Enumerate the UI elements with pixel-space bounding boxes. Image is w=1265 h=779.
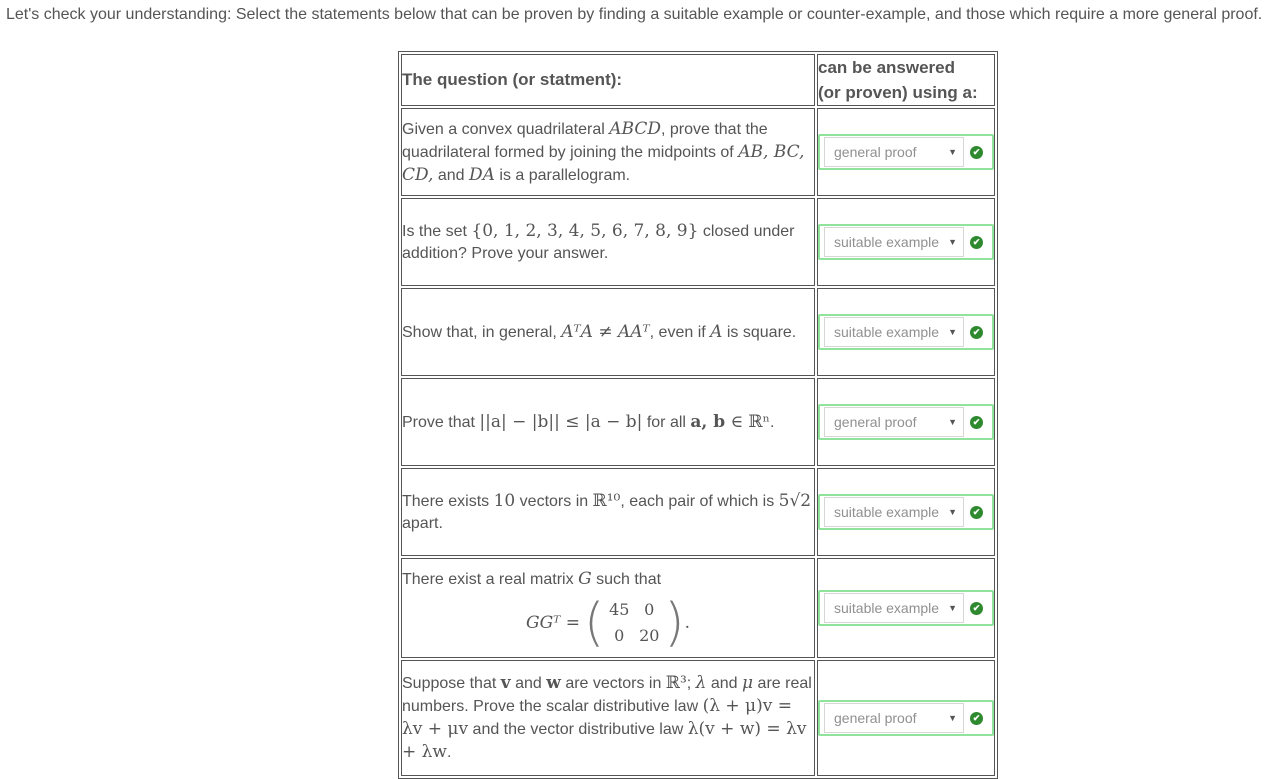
text: , each pair of which is [620, 492, 779, 510]
math: . [684, 612, 690, 633]
text: and the vector distributive law [468, 721, 688, 738]
table-row [401, 558, 995, 658]
table-row [401, 288, 995, 376]
answer-selected-value: general proof [834, 144, 917, 160]
answer-cell [817, 468, 995, 556]
answer-dropdown[interactable] [824, 593, 964, 623]
question-column-header: The question (or statment): [401, 54, 815, 106]
correct-check-icon: ✔ [970, 506, 983, 519]
matrix-equation [402, 592, 814, 653]
answer-dropdown[interactable] [824, 497, 964, 527]
text: vectors in [515, 492, 593, 510]
text: There exists [402, 492, 494, 510]
answer-cell [817, 660, 995, 776]
math: 5√2 [778, 490, 812, 511]
math: A [710, 321, 723, 342]
correct-check-icon: ✔ [970, 236, 983, 249]
answer-cell [817, 108, 995, 196]
answer-cell [817, 288, 995, 376]
answer-box [818, 494, 994, 530]
question-text [401, 288, 815, 376]
dropdown-caret-icon: ▼ [948, 327, 957, 337]
table-row [401, 198, 995, 286]
answer-box [818, 224, 994, 260]
left-paren-icon: ( [583, 592, 605, 653]
answer-box [818, 314, 994, 350]
text: There exist a real matrix [402, 570, 579, 588]
table-header-row [401, 54, 995, 106]
math: {0, 1, 2, 3, 4, 5, 6, 7, 8, 9} [471, 220, 699, 241]
math: a, b [690, 411, 726, 432]
table-row [401, 660, 995, 776]
text: apart. [402, 514, 443, 532]
math: λ(v + w) = λv + λw [402, 719, 807, 762]
matrix-entry: 0 [614, 625, 625, 645]
dropdown-caret-icon: ▼ [948, 507, 957, 517]
question-text [401, 198, 815, 286]
text: . [770, 413, 775, 431]
answer-box [818, 134, 994, 170]
correct-check-icon: ✔ [970, 416, 983, 429]
answer-selected-value: suitable example [834, 234, 940, 250]
answer-dropdown[interactable] [824, 703, 964, 733]
correct-check-icon: ✔ [970, 326, 983, 339]
math: λ [695, 673, 707, 693]
question-text [401, 558, 815, 658]
answer-cell [817, 198, 995, 286]
answer-cell [817, 378, 995, 466]
math: ABCD [609, 118, 661, 139]
dropdown-caret-icon: ▼ [948, 147, 957, 157]
text: such that [591, 570, 662, 588]
answer-dropdown[interactable] [824, 317, 964, 347]
answer-selected-value: general proof [834, 710, 917, 726]
answer-header-line1: can be answered [818, 58, 956, 77]
matrix [604, 599, 664, 647]
answer-selected-value: general proof [834, 414, 917, 430]
instructions-text: Let's check your understanding: Select the statements below that can be proven by finding a suitable example or counter-example, and those which require a more general proof. [6, 6, 1263, 23]
correct-check-icon: ✔ [970, 712, 983, 725]
text: is square. [722, 323, 797, 341]
table-row [401, 108, 995, 196]
text: Given a convex quadrilateral [402, 120, 610, 138]
math: 10 [493, 490, 516, 511]
correct-check-icon: ✔ [970, 146, 983, 159]
text: Show that, in general, [402, 323, 562, 341]
answer-selected-value: suitable example [834, 324, 940, 340]
right-paren-icon: ) [664, 592, 685, 653]
text: and [510, 675, 547, 692]
math: G [578, 568, 592, 589]
matrix-entry: 0 [644, 599, 655, 619]
question-text [401, 108, 815, 196]
math: ℝ¹⁰ [592, 490, 621, 511]
text: is a parallelogram. [494, 166, 631, 184]
dropdown-caret-icon: ▼ [948, 237, 957, 247]
text: and [706, 675, 743, 692]
math: ℝ³ [665, 673, 687, 693]
text: are vectors in [560, 675, 666, 692]
answer-dropdown[interactable] [824, 227, 964, 257]
text: ; [686, 675, 696, 692]
math: ||a| − |b|| ≤ |a − b| [479, 411, 643, 432]
answer-box [818, 700, 994, 736]
math: DA [469, 164, 495, 185]
text: are real numbers. Prove the scalar distributive law [402, 675, 812, 715]
matrix-entry: 45 [609, 599, 630, 619]
text: for all [642, 413, 691, 431]
answer-cell [817, 558, 995, 658]
answer-box [818, 590, 994, 626]
text: Is the set [402, 222, 472, 240]
answer-dropdown[interactable] [824, 407, 964, 437]
text: , prove that the quadrilateral formed by joining the midpoints of [402, 120, 768, 161]
answer-column-header [817, 54, 995, 106]
text: , even if [649, 323, 711, 341]
math: μ [742, 673, 754, 693]
math: (λ + μ)v = λv + μv [402, 696, 792, 739]
table-row [401, 378, 995, 466]
answer-selected-value: suitable example [834, 600, 940, 616]
question-text [401, 660, 815, 776]
text: and [433, 166, 470, 184]
question-text [401, 468, 815, 556]
math: AᵀA ≠ AAᵀ [561, 321, 650, 342]
answer-header-line2: (or proven) using a: [818, 83, 978, 102]
text: . [446, 744, 452, 761]
math: AB, BC, CD, [402, 141, 805, 185]
text: closed under addition? Prove your answer. [402, 222, 795, 262]
math: w [546, 673, 561, 693]
dropdown-caret-icon: ▼ [948, 417, 957, 427]
math: GGᵀ = [526, 612, 580, 633]
question-text [401, 378, 815, 466]
matrix-entry: 20 [639, 625, 660, 645]
table-row [401, 468, 995, 556]
text: Suppose that [402, 675, 501, 692]
text: Prove that [402, 413, 480, 431]
dropdown-caret-icon: ▼ [948, 603, 957, 613]
question-table [398, 51, 998, 779]
dropdown-caret-icon: ▼ [948, 713, 957, 723]
answer-box [818, 404, 994, 440]
math: v [500, 673, 511, 693]
answer-selected-value: suitable example [834, 504, 940, 520]
correct-check-icon: ✔ [970, 602, 983, 615]
math: ∈ ℝⁿ [725, 411, 771, 432]
answer-dropdown[interactable] [824, 137, 964, 167]
